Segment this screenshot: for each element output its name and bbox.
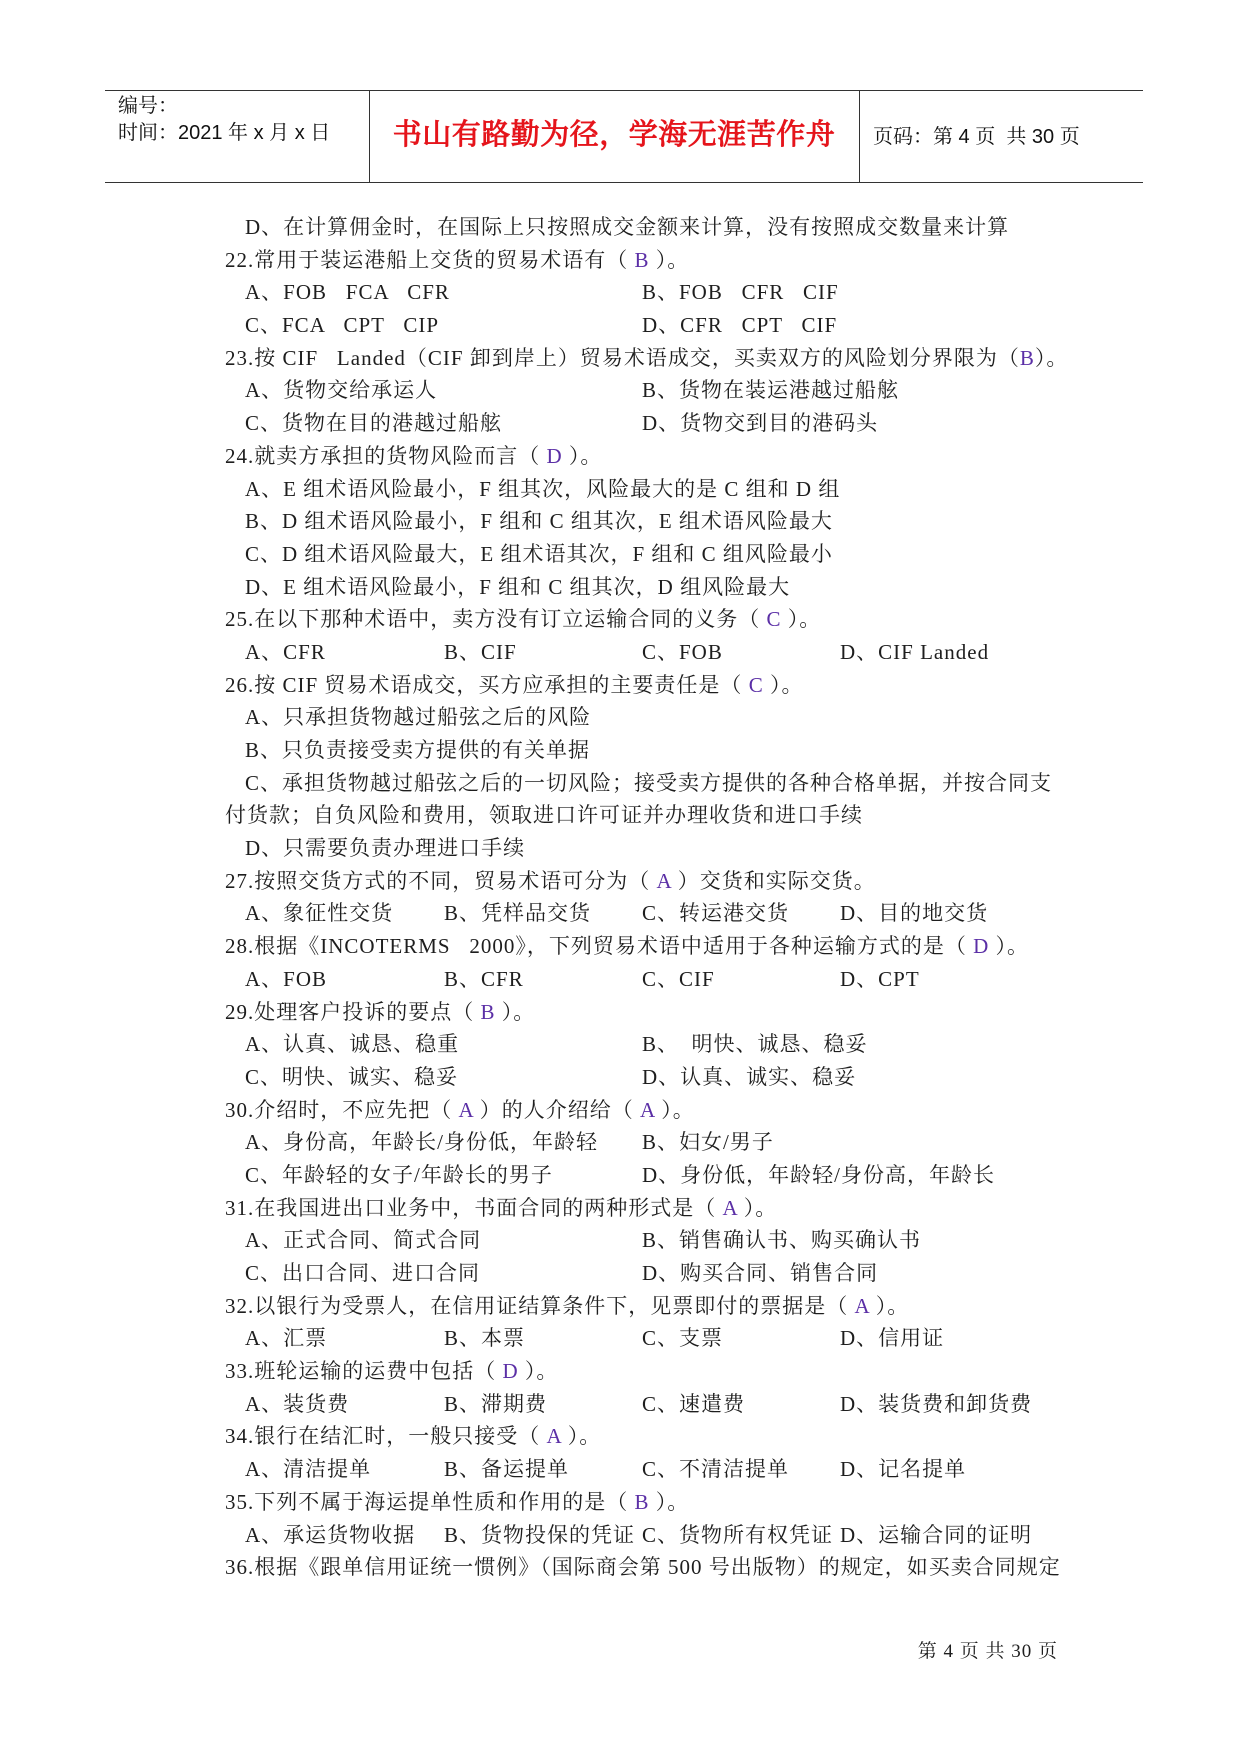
- option-item: A、身份高，年龄长/身份低，年龄轻: [245, 1130, 598, 1155]
- question-line: [225, 1290, 1125, 1323]
- question-text: ）。: [561, 1424, 602, 1449]
- option-item: C、出口合同、进口合同: [245, 1261, 481, 1285]
- option-item: A、认真、诚恳、稳重: [245, 1032, 460, 1057]
- answer-letter: A: [722, 1195, 738, 1220]
- question-text: ）。: [518, 1359, 559, 1384]
- question-text: ）的人介绍给（: [473, 1097, 641, 1122]
- question-line: [225, 930, 1125, 963]
- options-row: [225, 636, 1125, 669]
- option-item: A、清洁提单: [245, 1457, 372, 1482]
- question-text: ）。: [655, 1097, 695, 1122]
- question-line: [225, 342, 1125, 375]
- option-item: A、FOB: [245, 966, 328, 991]
- option-item: D、身份低，年龄轻/身份高，年龄长: [642, 1162, 995, 1187]
- option-item: D、记名提单: [840, 1457, 967, 1482]
- option-item: A、CFR: [245, 639, 326, 664]
- options-row: [225, 374, 1125, 407]
- answer-letter: C: [766, 607, 782, 632]
- option-item: B、滞期费: [444, 1391, 548, 1416]
- option-item: A、正式合同、简式合同: [245, 1228, 482, 1253]
- paragraph-text: 36.根据《跟单信用证统一惯例》（国际商会第 500 号出版物）的规定，如买卖合同规定: [225, 1555, 1061, 1580]
- option-item: D、购买合同、销售合同: [642, 1261, 879, 1285]
- question-text: 35.下列不属于海运提单性质和作用的是（: [225, 1489, 635, 1514]
- option-item: D、运输合同的证明: [840, 1522, 1033, 1547]
- option-item: C、CIF: [642, 966, 715, 991]
- option-item: C、支票: [642, 1326, 724, 1351]
- question-text: 33.班轮运输的运费中包括（: [225, 1359, 503, 1384]
- option-item: D、E 组术语风险最小，F 组和 C 组其次，D 组风险最大: [245, 574, 791, 599]
- question-text: ）。: [1034, 345, 1069, 370]
- option-item: B、FOB CFR CIF: [642, 280, 839, 305]
- question-text: 34.银行在结汇时，一般只接受（: [225, 1424, 547, 1449]
- option-item: A、E 组术语风险最小，F 组其次，风险最大的是 C 组和 D 组: [245, 476, 841, 501]
- question-line: [225, 865, 1125, 898]
- options-row: [225, 963, 1125, 996]
- question-text: 31.在我国进出口业务中，书面合同的两种形式是（: [225, 1195, 723, 1220]
- question-text: ）。: [989, 934, 1030, 959]
- question-line: [225, 996, 1125, 1029]
- option-item: C、年龄轻的女子/年龄长的男子: [245, 1162, 553, 1187]
- option-item: B、货物在装运港越过船舷: [642, 378, 900, 403]
- question-text: ）。: [763, 672, 804, 697]
- option-item: B、凭样品交货: [444, 901, 592, 926]
- option-item: C、FCA CPT CIP: [245, 313, 440, 338]
- question-text: 22.常用于装运港船上交货的贸易术语有（: [225, 247, 635, 272]
- option-item: C、FOB: [642, 639, 723, 664]
- question-line: [225, 440, 1125, 473]
- option-item: D、只需要负责办理进口手续: [245, 836, 526, 861]
- option-item: D、CFR CPT CIF: [642, 313, 838, 338]
- option-item: B、D 组术语风险最小，F 组和 C 组其次，E 组术语风险最大: [245, 509, 833, 534]
- option-item: C、货物在目的港越过船舷: [245, 411, 503, 436]
- option-item: B、CFR: [444, 966, 524, 991]
- question-text: ）。: [495, 999, 536, 1024]
- question-line: [225, 603, 1125, 636]
- answer-letter: D: [502, 1359, 519, 1384]
- answer-letter: D: [973, 934, 990, 959]
- option-item: A、只承担货物越过船弦之后的风险: [245, 705, 592, 730]
- answer-letter: A: [854, 1293, 870, 1318]
- question-text: ）。: [649, 1489, 690, 1514]
- option-item: D、目的地交货: [840, 901, 989, 926]
- question-line: [225, 1094, 1125, 1127]
- question-text: 30.介绍时，不应先把（: [225, 1097, 459, 1122]
- option-item: B、货物投保的凭证: [444, 1522, 636, 1547]
- answer-letter: A: [640, 1097, 656, 1122]
- option-item: D、CPT: [840, 966, 920, 991]
- option-item: D、信用证: [840, 1326, 945, 1351]
- question-line: [225, 1420, 1125, 1453]
- options-row: [225, 309, 1125, 342]
- question-text: 32.以银行为受票人，在信用证结算条件下，见票即付的票据是（: [225, 1293, 855, 1318]
- question-text: ）。: [869, 1293, 910, 1318]
- question-text: 29.处理客户投诉的要点（: [225, 999, 481, 1024]
- question-text: 23.按 CIF Landed（CIF 卸到岸上）贸易术语成交，买卖双方的风险划分界限为（: [225, 345, 1020, 370]
- question-text: ）。: [562, 443, 603, 468]
- motto-banner: 书山有路勤为径，学海无涯苦作舟: [392, 119, 836, 151]
- question-line: [225, 1486, 1125, 1519]
- question-line: [225, 669, 1125, 702]
- question-text: ）交货和实际交货。: [671, 868, 876, 893]
- option-item: A、装货费: [245, 1391, 350, 1416]
- options-row: [225, 1322, 1125, 1355]
- options-row: [225, 897, 1125, 930]
- options-row: [225, 1388, 1125, 1421]
- option-item: C、明快、诚实、稳妥: [245, 1064, 459, 1089]
- header-divider-right: [859, 90, 860, 182]
- answer-letter: A: [458, 1097, 474, 1122]
- option-item: B、备运提单: [444, 1457, 570, 1482]
- option-item: C、承担货物越过船弦之后的一切风险；接受卖方提供的各种合格单据，并按合同支: [245, 770, 1053, 795]
- options-row: [225, 1519, 1125, 1552]
- options-row: [225, 1159, 1125, 1192]
- date-line: 时间：2021 年 x 月 x 日: [118, 122, 331, 144]
- question-text: 28.根据《INCOTERMS 2000》，下列贸易术语中适用于各种运输方式的是（: [225, 934, 974, 959]
- option-item: A、象征性交货: [245, 901, 394, 926]
- options-row: [225, 276, 1125, 309]
- page-indicator: 页码：第 4 页 共 30 页: [873, 126, 1080, 148]
- option-item: A、汇票: [245, 1326, 328, 1351]
- question-text: 25.在以下那种术语中，卖方没有订立运输合同的义务（: [225, 607, 767, 632]
- question-text: ）。: [781, 607, 822, 632]
- answer-letter: D: [546, 443, 563, 468]
- option-item: B、CIF: [444, 639, 517, 664]
- options-row: [225, 1224, 1125, 1257]
- question-line: [225, 1192, 1125, 1225]
- answer-letter: B: [1019, 345, 1035, 370]
- option-item: D、CIF Landed: [840, 639, 990, 664]
- option-item: B、销售确认书、购买确认书: [642, 1228, 922, 1253]
- option-item: B、只负责接受卖方提供的有关单据: [245, 738, 591, 762]
- option-item: C、货物所有权凭证: [642, 1522, 834, 1547]
- options-row: [225, 1126, 1125, 1159]
- answer-letter: C: [748, 672, 764, 697]
- option-item: A、货物交给承运人: [245, 378, 438, 403]
- answer-letter: B: [634, 1489, 650, 1514]
- answer-letter: A: [546, 1424, 562, 1449]
- option-item: D、在计算佣金时，在国际上只按照成交金额来计算，没有按照成交数量来计算: [245, 215, 1010, 239]
- answer-letter: A: [656, 868, 672, 893]
- question-line: [225, 244, 1125, 277]
- option-item: C、D 组术语风险最大，E 组术语其次，F 组和 C 组风险最小: [245, 541, 833, 566]
- header-bottom-rule: [105, 182, 1143, 183]
- option-item: C、转运港交货: [642, 901, 790, 926]
- options-row: [225, 1257, 1125, 1290]
- question-text: 26.按 CIF 贸易术语成交，买方应承担的主要责任是（: [225, 672, 749, 697]
- options-row: [225, 407, 1125, 440]
- options-row: [225, 1061, 1125, 1094]
- option-item: B、本票: [444, 1326, 526, 1351]
- option-item: D、认真、诚实、稳妥: [642, 1064, 857, 1089]
- header-top-rule: [105, 90, 1143, 91]
- question-text: ）。: [649, 247, 690, 272]
- options-row: [225, 1453, 1125, 1486]
- serial-number-label: 编号：: [118, 95, 178, 117]
- question-line: [225, 1355, 1125, 1388]
- option-item: D、货物交到目的港码头: [642, 411, 879, 436]
- option-item: D、装货费和卸货费: [840, 1391, 1033, 1416]
- option-item: B、妇女/男子: [642, 1130, 774, 1155]
- answer-letter: B: [634, 247, 650, 272]
- paragraph-text: 付货款；自负风险和费用，领取进口许可证并办理收货和进口手续: [225, 803, 863, 828]
- option-item: C、不清洁提单: [642, 1457, 790, 1482]
- question-list: [225, 211, 1125, 1584]
- answer-letter: B: [480, 999, 496, 1024]
- question-text: ）。: [737, 1195, 778, 1220]
- options-row: [225, 1028, 1125, 1061]
- option-item: A、承运货物收据: [245, 1522, 416, 1547]
- page-footer: 第 4 页 共 30 页: [917, 1641, 1058, 1662]
- option-item: B、 明快、诚恳、稳妥: [642, 1032, 868, 1057]
- option-item: A、FOB FCA CFR: [245, 280, 450, 305]
- question-text: 27.按照交货方式的不同，贸易术语可分为（: [225, 868, 657, 893]
- option-item: C、速遣费: [642, 1391, 746, 1416]
- question-text: 24.就卖方承担的货物风险而言（: [225, 443, 547, 468]
